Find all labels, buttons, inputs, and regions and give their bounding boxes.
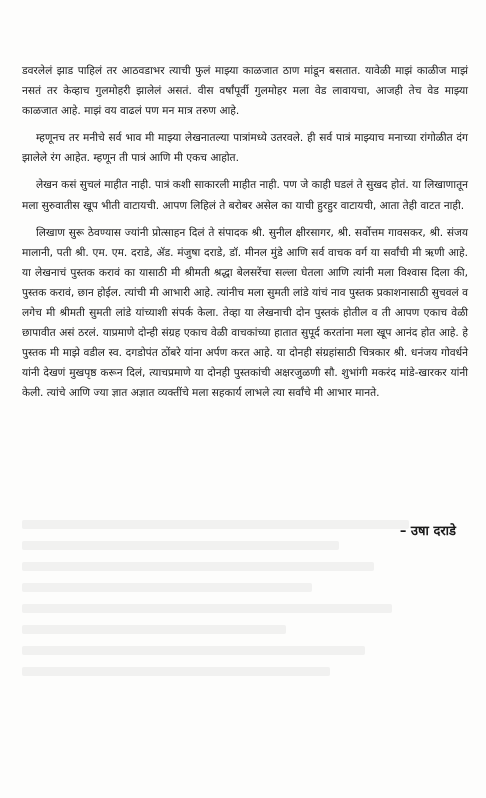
show-through-line [22, 625, 286, 634]
paragraph-1: डवरलेलं झाड पाहिलं तर आठवडाभर त्याची फुलं माझ्या काळजात ठाण मांडून बसतात. यावेळी माझं काळीज माझं नसतं तर केव्हाच गुलमोहरी झालेलं असतं. वीस वर्षांपूर्वी गुलमोहर मला वेड लावायचा, आजही तेच वेड माझ्या काळजात आहे. माझं वय वाढलं पण मन मात्र तरुण आहे. [22, 65, 468, 118]
show-through-line [22, 583, 312, 592]
preface-text [22, 61, 468, 404]
show-through-line [22, 646, 365, 655]
paragraph-3: लेखन कसं सुचलं माहीत नाही. पात्रं कशी साकारली माहीत नाही. पण जे काही घडलं ते सुखद होतं. या लिखाणातून मला सुरुवातीस खूप भीती वाटायची. आपण लिहिलं ते बरोबर असेल का याची हुरहुर वाटायची, आता तेही वाटत नाही. [22, 179, 468, 212]
show-through-line [22, 541, 339, 550]
show-through-line [22, 520, 409, 529]
paragraph-4: लिखाण सुरू ठेवण्यास ज्यांनी प्रोत्साहन दिलं ते संपादक श्री. सुनील क्षीरसागर, श्री. सर्वोत्तम गावसकर, श्री. संजय मालानी, पती श्री. एम. एम. दराडे, ॲड. मंजुषा दराडे, डॉ. मीनल मुंडे आणि सर्व वाचक वर्ग या सर्वांची मी ऋणी आहे. या लेखनाचं पुस्तक करावं का यासाठी मी श्रीमती श्रद्धा बेलसरेंचा सल्ला घेतला आणि त्यांनी मला विश्वास दिला की, पुस्तक करावं, छान होईल. त्यांची मी आभारी आहे. त्यांनीच मला सुमती लांडे यांचं नाव पुस्तक प्रकाशनासाठी सुचवलं व लगेच मी श्रीमती सुमती लांडे यांच्याशी संपर्क केला. तेव्हा या लेखनाची दोन पुस्तकं होतील व ती आपण एकाच वेळी छापावीत असं ठरलं. याप्रमाणे दोन्ही संग्रह एकाच वेळी वाचकांच्या हातात सुपूर्द करतांना मला खूप आनंद होत आहे. हे पुस्तक मी माझे वडील स्व. दगडोपंत ठोंबरे यांना अर्पण करत आहे. या दोनही संग्रहांसाठी चित्रकार श्री. धनंजय गोवर्धने यांनी देखणं मुखपृष्ठ करून दिलं, त्याचप्रमाणे या दोनही पुस्तकांची अक्षरजुळणी सौ. शुभांगी मकरंद मांडे-खारकर यांनी केली. त्यांचे आणि ज्या ज्ञात अज्ञात व्यक्तींचे मला सहकार्य लाभले त्या सर्वांचे मी आभार मानते. [22, 226, 468, 400]
author-signature: – उषा दराडे [399, 524, 456, 539]
show-through-line [22, 604, 392, 613]
show-through-text [22, 520, 462, 710]
show-through-line [22, 667, 330, 676]
show-through-line [22, 562, 374, 571]
paragraph-2: म्हणूनच तर मनीचे सर्व भाव मी माझ्या लेखनातल्या पात्रांमध्ये उतरवले. ही सर्व पात्रं माझ्याच मनाच्या रांगोळीत दंग झालेले रंग आहेत. म्हणून ती पात्रं आणि मी एकच आहोत. [22, 132, 468, 165]
